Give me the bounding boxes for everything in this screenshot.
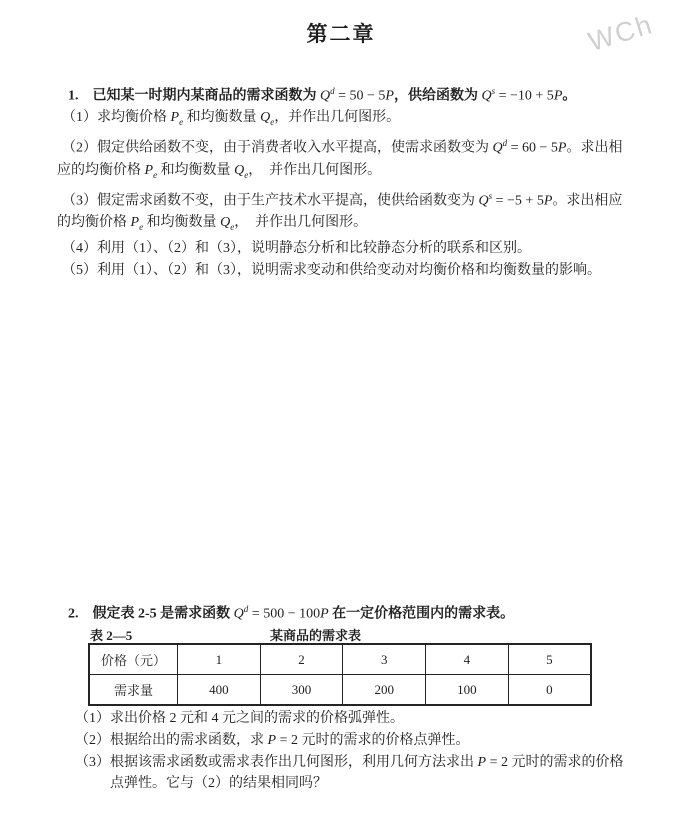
item-label: （3） xyxy=(75,754,110,770)
item-label: （2） xyxy=(75,732,110,748)
table-label: 表 2—5 xyxy=(90,628,133,643)
item-text: 点弹性。它与（2）的结果相同吗？ xyxy=(110,776,327,792)
item-text: 根据给出的需求函数，求 P = 2 元时的需求的价格点弹性。 xyxy=(110,732,470,748)
table-row-quantity xyxy=(89,675,591,706)
table-cell-price-3: 3 xyxy=(343,644,426,675)
table-caption-row xyxy=(88,625,592,643)
table-cell-price-4: 4 xyxy=(426,644,509,675)
chapter-title: 第二章 xyxy=(306,22,376,46)
problem-1-statement: 1. 已知某一时期内某商品的需求函数为 $Q^d = 50 - 5P$，供给函数为 $Q^s = -10 + 5P$。 xyxy=(68,86,577,104)
table-cell-quantity-1: 400 xyxy=(178,675,261,706)
table-cell-price-1: 1 xyxy=(178,644,261,675)
table-cell-quantity-2: 300 xyxy=(260,675,343,706)
problem-1-subitem-4: （4）利用（1）、（2）和（3），说明静态分析和比较静态分析的联系和区别。 xyxy=(62,241,531,257)
table-cell-quantity-4: 100 xyxy=(426,675,509,706)
problem-2-item-2 xyxy=(75,730,623,752)
problem-1-subitem-3-continued: 的均衡价格 $P_e$ 和均衡数量 $Q_e$， 并作出几何图形。 xyxy=(57,215,368,232)
item-text: 求出价格 2 元和 4 元之间的需求的价格弧弹性。 xyxy=(110,711,404,726)
problem-1-subitem-2-continued: 应的均衡价格 $P_e$ 和均衡数量 $Q_e$， 并作出几何图形。 xyxy=(57,162,382,180)
item-text: 根据该需求函数或需求表作出几何图形，利用几何方法求出 P = 2 元时的需求的价格 xyxy=(110,754,624,770)
table-cell-quantity-3: 200 xyxy=(343,675,426,706)
problem-1-subitem-1: （1）求均衡价格 $P_e$ 和均衡数量 $Q_e$，并作出几何图形。 xyxy=(62,110,401,127)
problem-2-item-1 xyxy=(75,708,623,730)
problem-1-subitem-5: （5）利用（1）、（2）和（3），说明需求变动和供给变动对均衡价格和均衡数量的影响。 xyxy=(62,262,601,278)
table-row-price xyxy=(89,644,591,675)
table-cell-price-2: 2 xyxy=(260,644,343,675)
table-cell-price-5: 5 xyxy=(508,644,591,675)
problem-2-items xyxy=(75,708,623,795)
item-label: （1） xyxy=(75,711,110,726)
problem-2-item-3-continued xyxy=(75,773,623,795)
watermark-text: WCh xyxy=(584,9,657,58)
problem-1-block xyxy=(57,81,632,281)
table-title: 某商品的需求表 xyxy=(270,628,362,643)
table-cell-quantity-5: 0 xyxy=(508,675,591,706)
problem-1-subitem-3: （3）假定需求函数不变，由于生产技术水平提高，使供给函数变为 $Q^s = -5 + 5P$。求出相应 xyxy=(62,190,623,209)
demand-table xyxy=(88,643,592,706)
problem-1-subitem-2: （2）假定供给函数不变，由于消费者收入水平提高，使需求函数变为 $Q^d = 60 - 5P$。求出相 xyxy=(62,138,623,157)
problem-2-statement: 2. 假定表 2-5 是需求函数 $Q^d = 500 - 100P$ 在一定价格范围内的需求表。 xyxy=(68,604,515,622)
table-row-header-quantity: 需求量 xyxy=(89,675,178,706)
table-row-header-price: 价格（元） xyxy=(89,644,178,675)
problem-2-item-3 xyxy=(75,752,623,774)
item-label xyxy=(75,773,110,795)
